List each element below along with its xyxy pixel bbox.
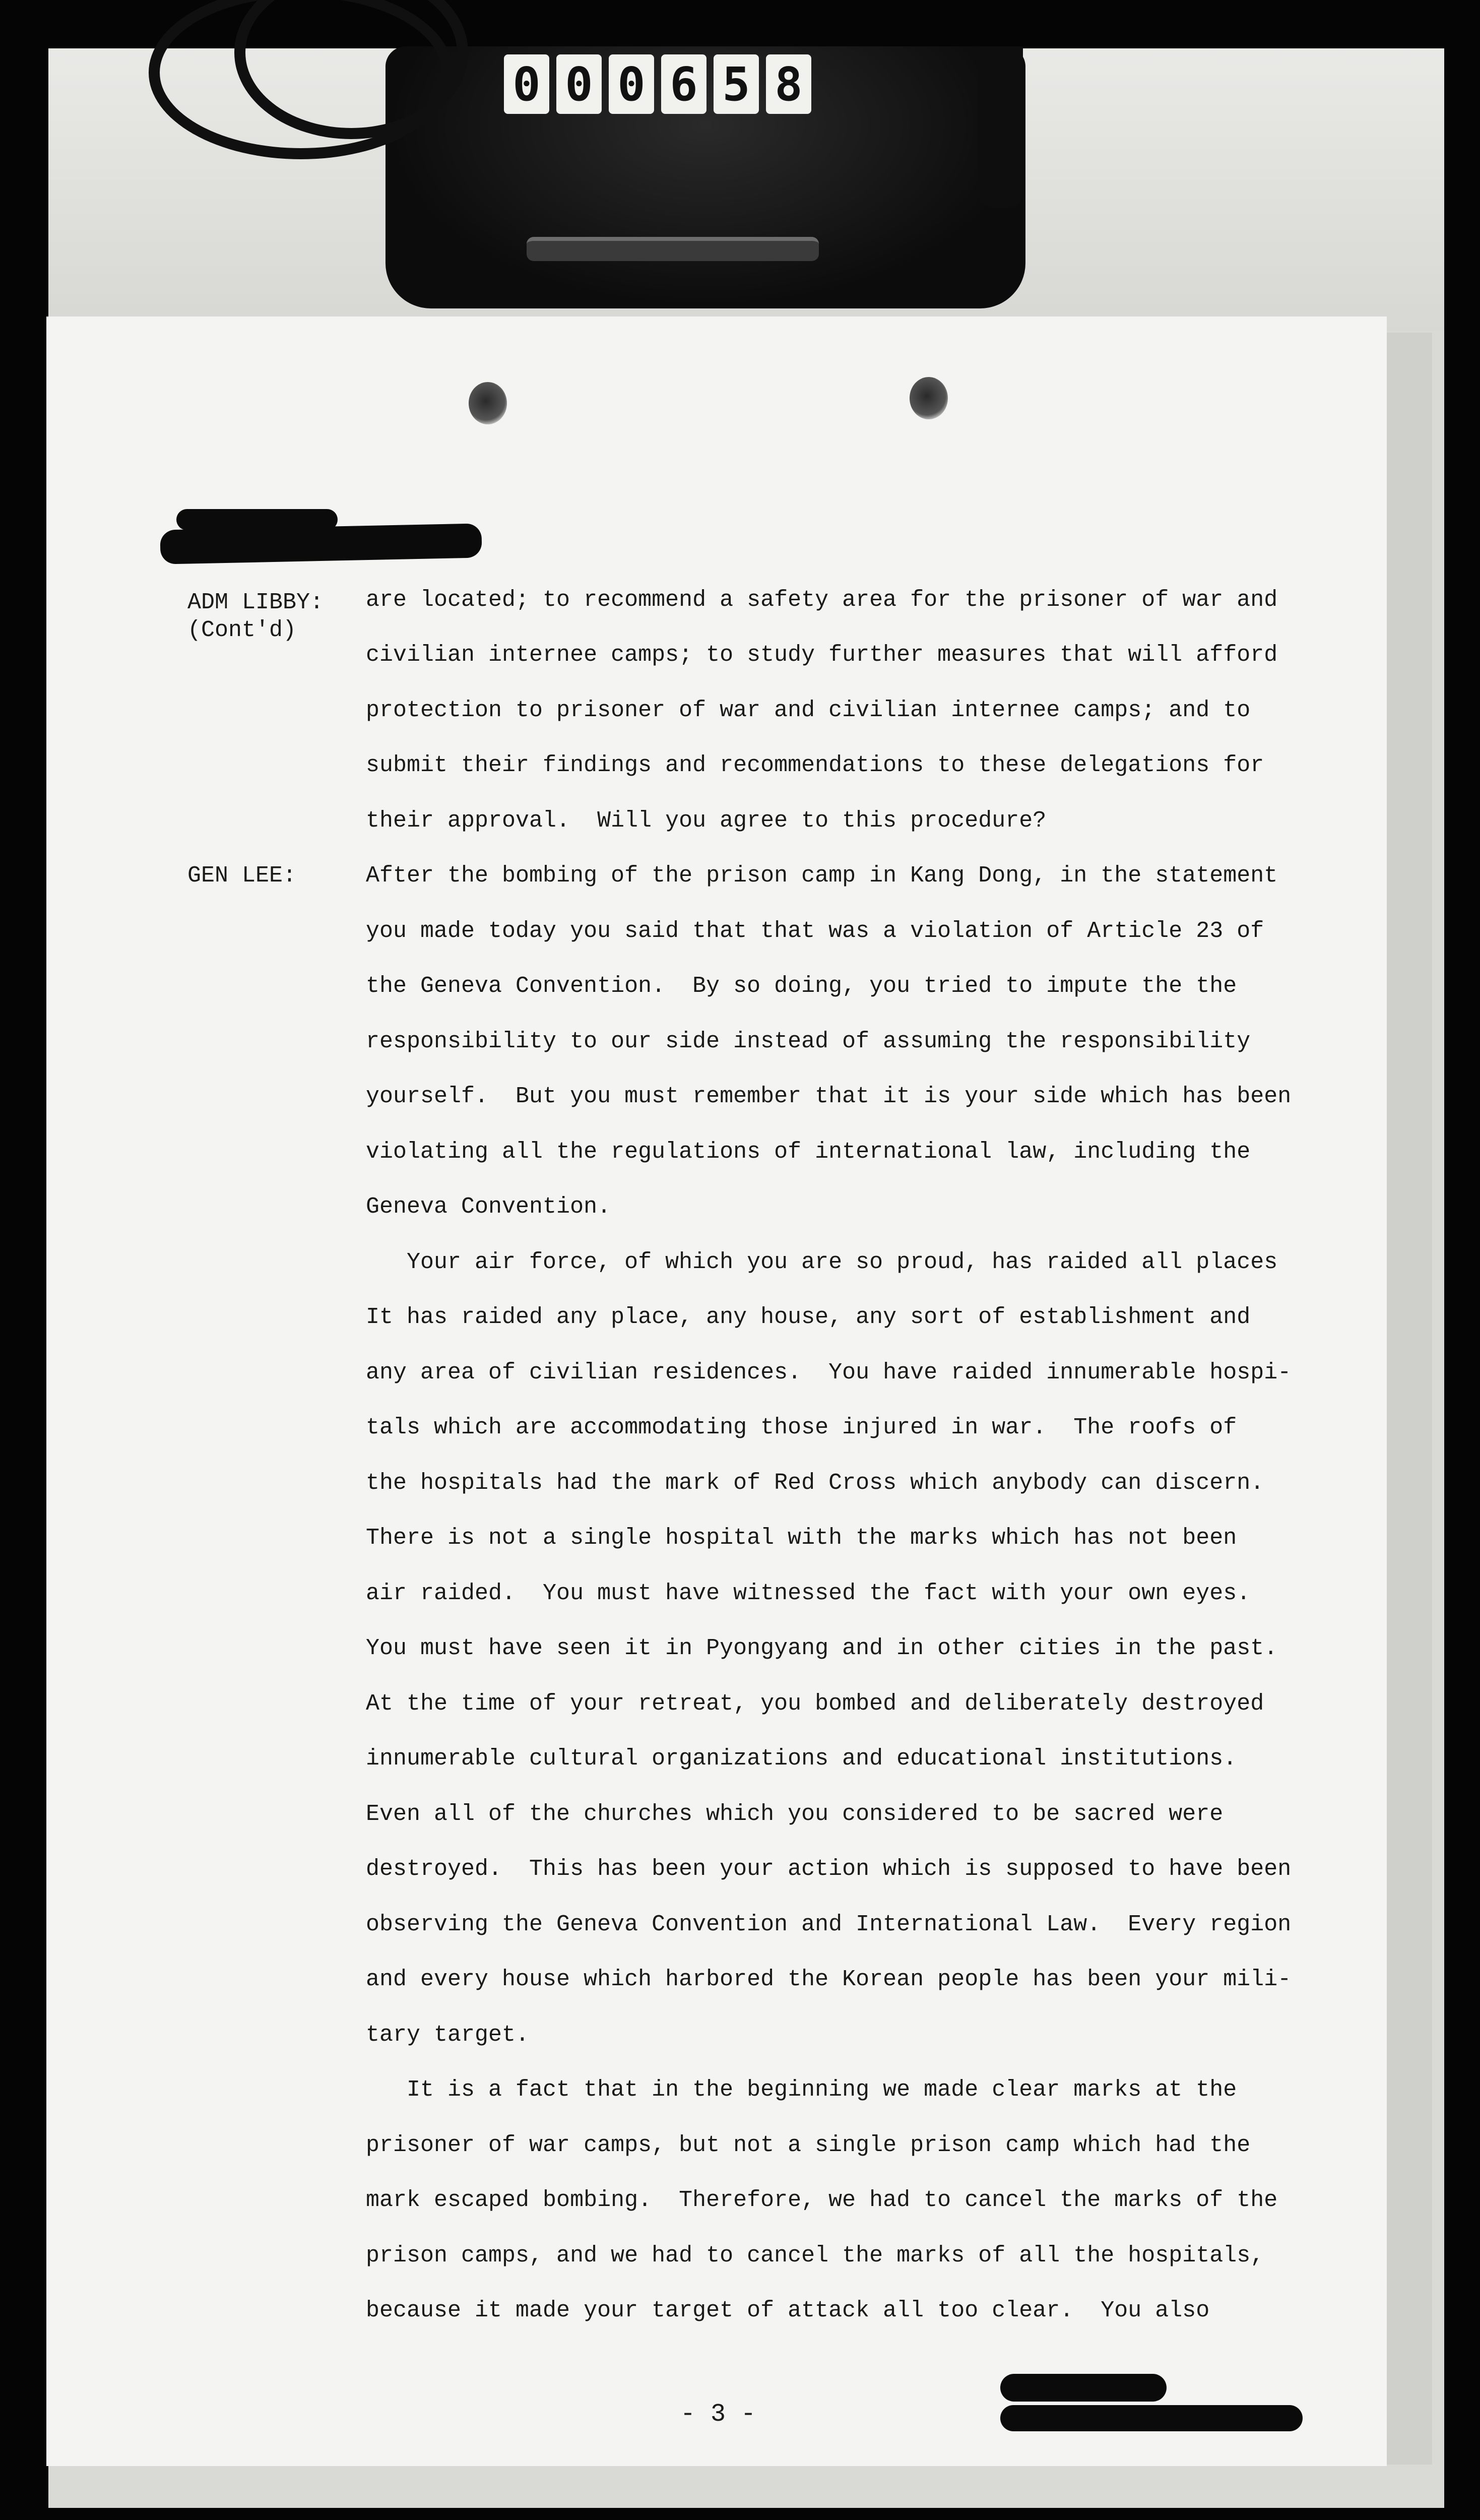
text-line: are located; to recommend a safety area for the prisoner of war and <box>366 587 1278 613</box>
text-line: It has raided any place, any house, any sort of establishment and <box>366 1304 1251 1330</box>
redaction-bar <box>160 523 482 564</box>
text-line: civilian internee camps; to study further measures that will afford <box>366 642 1278 668</box>
text-line: Geneva Convention. <box>366 1194 611 1220</box>
text-line: responsibility to our side instead of assuming the responsibility <box>366 1029 1251 1054</box>
text-line: observing the Geneva Convention and International Law. Every region <box>366 1912 1292 1937</box>
text-line: because it made your target of attack all too clear. You also <box>366 2298 1210 2323</box>
punch-hole <box>910 377 948 419</box>
text-line: any area of civilian residences. You have raided innumerable hospi- <box>366 1360 1292 1385</box>
text-line: destroyed. This has been your action which is supposed to have been <box>366 1856 1292 1882</box>
text-line: It is a fact that in the beginning we made clear marks at the <box>366 2077 1237 2103</box>
text-line: tals which are accommodating those injured in war. The roofs of <box>366 1415 1237 1440</box>
text-line: protection to prisoner of war and civilian internee camps; and to <box>366 698 1251 723</box>
text-line: you made today you said that that was a violation of Article 23 of <box>366 918 1264 944</box>
text-line: and every house which harbored the Korean people has been your mili- <box>366 1967 1292 1992</box>
counter-digit: 8 <box>766 54 811 114</box>
text-line: Your air force, of which you are so proud, has raided all places <box>366 1249 1278 1275</box>
redaction-bar <box>1000 2405 1303 2431</box>
text-line: After the bombing of the prison camp in Kang Dong, in the statement <box>366 863 1278 889</box>
page-edge-shadow <box>1387 333 1432 2465</box>
text-line: the Geneva Convention. By so doing, you tried to impute the the <box>366 973 1237 999</box>
counter-digit: 5 <box>714 54 759 114</box>
text-line: mark escaped bombing. Therefore, we had to cancel the marks of the <box>366 2187 1278 2213</box>
frame-counter-digits <box>504 54 811 114</box>
text-line: You must have seen it in Pyongyang and in other cities in the past. <box>366 1635 1278 1661</box>
page-number: - 3 - <box>680 2400 756 2429</box>
counter-digit: 0 <box>504 54 549 114</box>
text-line: There is not a single hospital with the marks which has not been <box>366 1525 1237 1551</box>
redaction-bar <box>1000 2374 1167 2402</box>
counter-side <box>978 46 1023 208</box>
text-line: yourself. But you must remember that it is your side which has been <box>366 1084 1292 1109</box>
text-line: tary target. <box>366 2022 530 2048</box>
text-line: the hospitals had the mark of Red Cross which anybody can discern. <box>366 1470 1264 1496</box>
counter-digit: 0 <box>609 54 654 114</box>
text-line: prisoner of war camps, but not a single prison camp which had the <box>366 2132 1251 2158</box>
speaker-label-adm-libby: ADM LIBBY: (Cont'd) <box>187 590 324 643</box>
counter-digit: 6 <box>661 54 706 114</box>
text-line: prison camps, and we had to cancel the marks of all the hospitals, <box>366 2243 1264 2269</box>
text-line: Even all of the churches which you considered to be sacred were <box>366 1801 1224 1827</box>
text-line: air raided. You must have witnessed the fact with your own eyes. <box>366 1581 1251 1606</box>
text-line: their approval. Will you agree to this procedure? <box>366 808 1047 834</box>
text-line: innumerable cultural organizations and educational institutions. <box>366 1746 1237 1772</box>
text-line: submit their findings and recommendations to these delegations for <box>366 752 1264 778</box>
punch-hole <box>469 382 507 424</box>
speaker-label-gen-lee: GEN LEE: <box>187 863 297 889</box>
text-line: violating all the regulations of international law, including the <box>366 1139 1251 1165</box>
text-line: At the time of your retreat, you bombed and deliberately destroyed <box>366 1691 1264 1717</box>
counter-slot <box>527 237 819 261</box>
counter-digit: 0 <box>556 54 602 114</box>
